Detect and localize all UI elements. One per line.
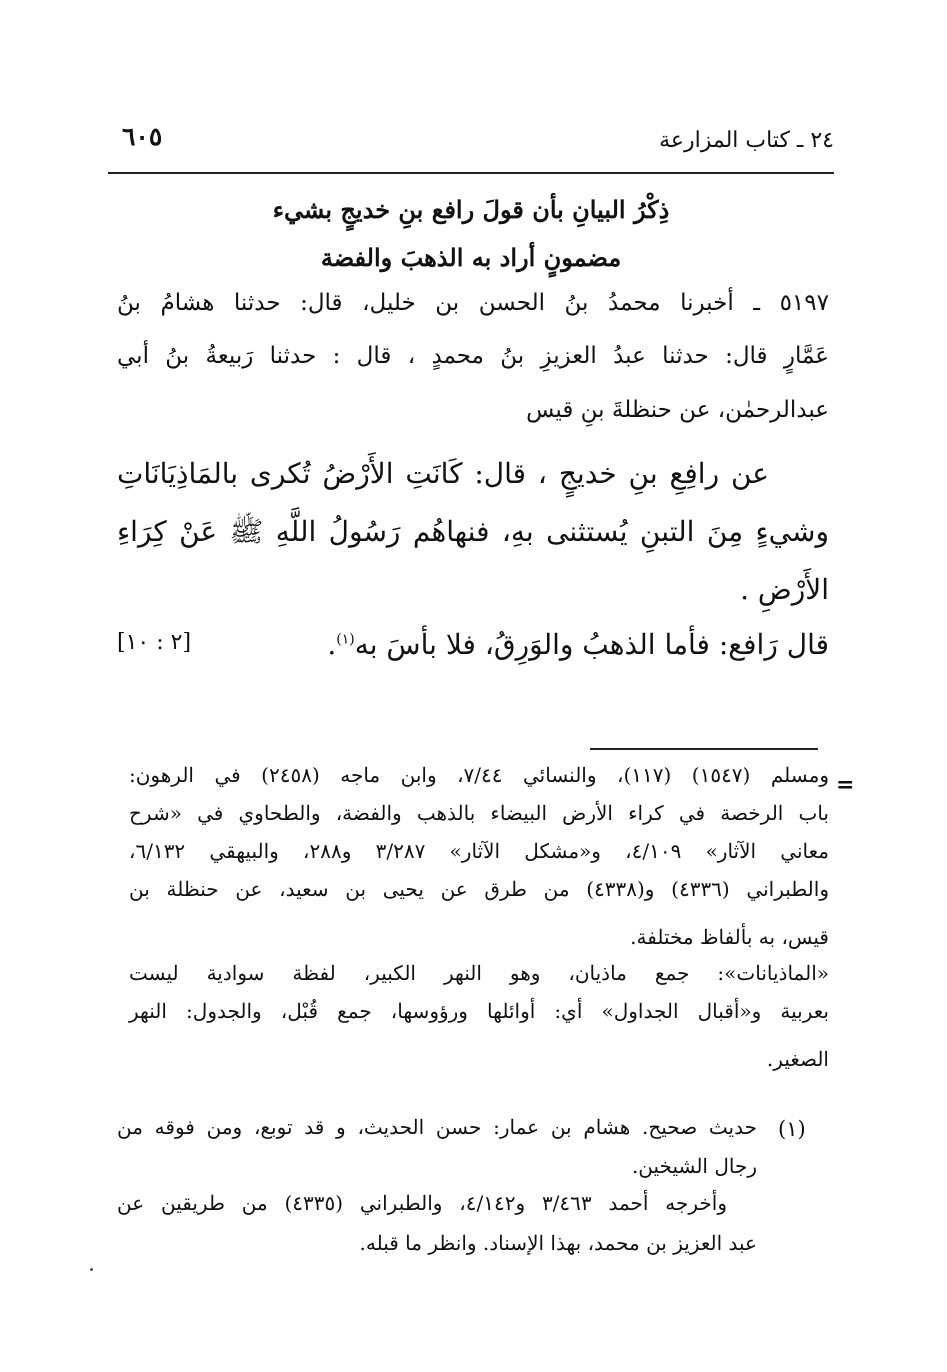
- gloss-line-3: الصغير.: [766, 1047, 829, 1071]
- rafi-saying: قال رَافع: فأما الذهبُ والوَرِقُ، فلا بأسَ به$^{(١)}$.: [327, 628, 829, 661]
- footnote-1-line-3: وأخرجه أحمد ٣/٤٦٣ و٤/١٤٢، والطبراني (٤٣٣٥) من طريقين عن: [117, 1191, 727, 1215]
- footnote-prev-line-3: معاني الآثار» ٤/١٠٩، و«مشكل الآثار» ٣/٢٨٧ و٢٨٨، والبيهقي ٦/١٣٢،: [129, 839, 830, 863]
- matn-line-1: عن رافِعِ بنِ خديجٍ ، قال: كَانَتِ الأَرْضُ تُكرى بالمَاذِيَانَاتِ: [117, 457, 769, 490]
- chapter-title: ٢٤ ـ كتاب المزارعة: [659, 128, 834, 153]
- rafi-saying-line: [117, 628, 829, 668]
- matn-line-3: الأَرْضِ .: [740, 573, 829, 606]
- footnote-prev-line-4: والطبراني (٤٣٣٦) و(٤٣٣٨) من طرق عن يحيى بن سعيد، عن حنظلة بن: [129, 877, 829, 901]
- isnad-line-2: عَمَّارٍ قال: حدثنا عبدُ العزيزِ بنُ محمدٍ ، قال : حدثنا رَبيعةُ بنُ أبي: [117, 343, 829, 369]
- page-number: ٦٠٥: [122, 122, 163, 151]
- isnad-line-1: ٥١٩٧ ـ أخبرنا محمدُ بنُ الحسن بن خليل، قال: حدثنا هشامُ بنُ: [117, 290, 829, 316]
- gloss-line-1: «الماذيانات»: جمع ماذيان، وهو النهر الكبير، لفظة سوادية ليست: [129, 961, 829, 985]
- continuation-mark: =: [836, 772, 855, 798]
- rafi-saying-text: قال رَافع: فأما الذهبُ والوَرِقُ، فلا بأسَ به: [354, 628, 829, 661]
- footnote-1-line-1: حديث صحيح. هشام بن عمار: حسن الحديث، و قد توبع، ومن فوقه من: [117, 1115, 757, 1139]
- footnote-rule: [590, 748, 818, 750]
- running-header: [108, 118, 834, 170]
- isnad-line-3: عبدالرحمٰن، عن حنظلةَ بنِ قيس: [526, 397, 829, 423]
- footnote-1-line-4: عبد العزيز بن محمد، بهذا الإسناد. وانظر ما قبله.: [359, 1231, 757, 1255]
- stray-dot: [90, 1268, 93, 1271]
- footnote-marker: (١): [336, 631, 355, 648]
- footnote-1-number: (١): [778, 1117, 806, 1141]
- header-rule: [108, 172, 834, 174]
- footnote-prev-line-1: ومسلم (١٥٤٧) (١١٧)، والنسائي ٧/٤٤، وابن ماجه (٢٤٥٨) في الرهون:: [129, 763, 829, 787]
- section-heading-line-2: مضمونٍ أراد به الذهبَ والفضة: [320, 243, 622, 272]
- section-heading-line-1: ذِكْرُ البيانِ بأن قولَ رافع بنِ خديجٍ بشيء: [272, 195, 670, 224]
- reference-bracket: [٢ : ١٠]: [117, 630, 192, 655]
- footnote-prev-line-2: باب الرخصة في كراء الأرض البيضاء بالذهب والفضة، والطحاوي في «شرح: [129, 801, 829, 825]
- footnote-prev-line-5: قيس، به بألفاظ مختلفة.: [630, 925, 829, 949]
- matn-line-2: وشيءٍ مِنَ التبنِ يُستثنى بهِ، فنهاهُم رَسُولُ اللَّهِ ﷺ عَنْ كِرَاءِ: [117, 515, 829, 548]
- footnote-1-line-2: رجال الشيخين.: [631, 1154, 757, 1178]
- gloss-line-2: بعربية و«أقبال الجداول» أي: أوائلها ورؤوسها، جمع قُبْل، والجدول: النهر: [129, 999, 829, 1023]
